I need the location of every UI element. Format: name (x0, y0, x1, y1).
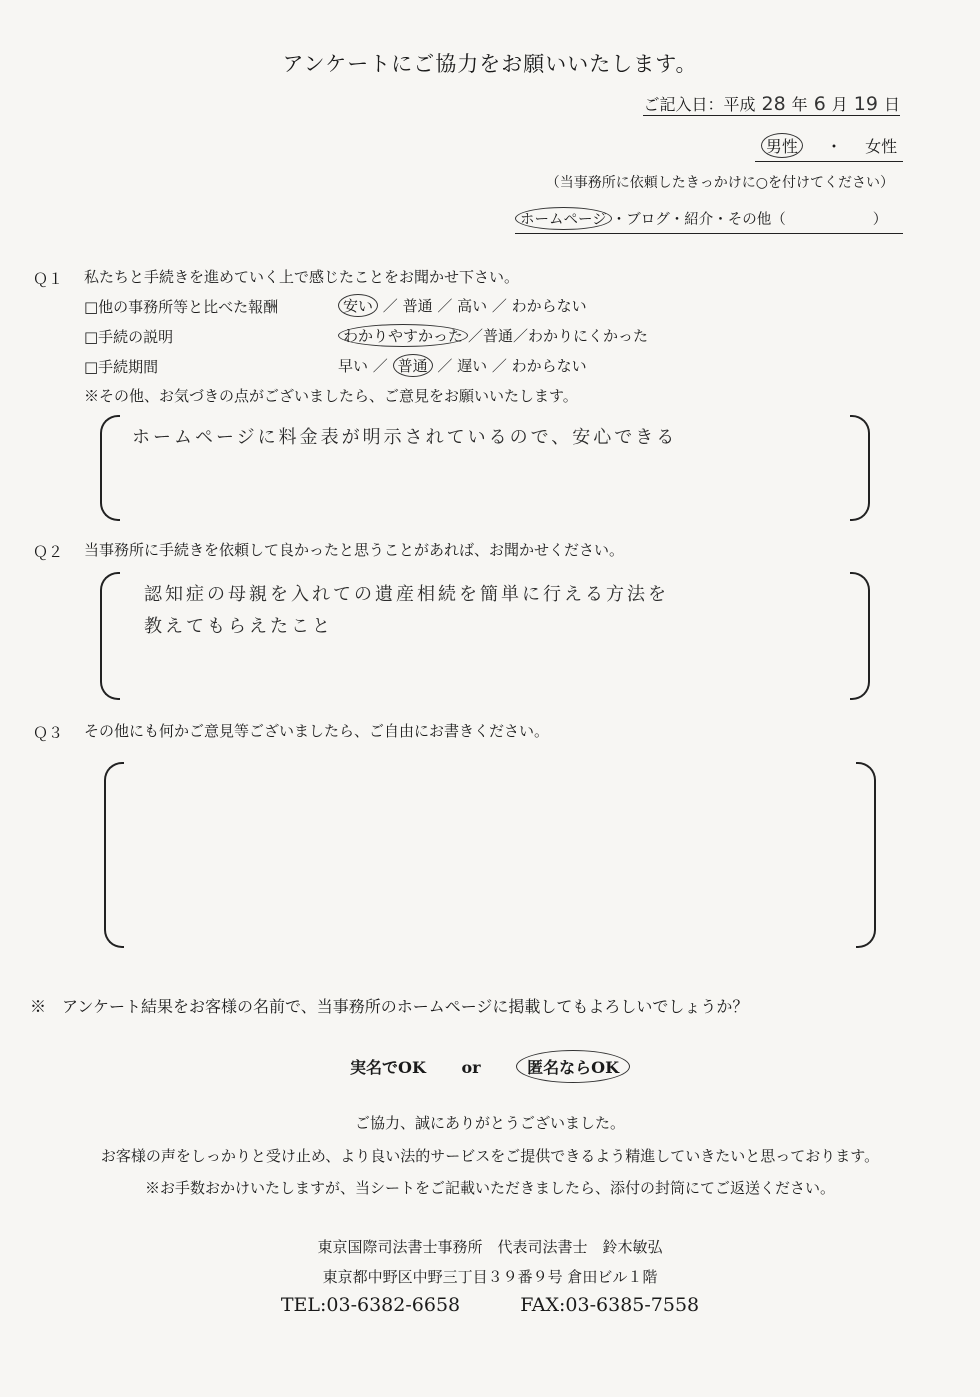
office-contact (0, 1294, 980, 1316)
q3-box-left-bracket (104, 762, 124, 948)
q1-explanation-options (338, 324, 648, 347)
office-tel: TEL:03-6382-6658 (280, 1294, 461, 1316)
trigger-other-options[interactable]: ・ブログ・紹介・その他（ ） (611, 212, 888, 228)
trigger-homepage-option[interactable]: ホームページ (515, 207, 612, 230)
gender-separator: ・ (825, 137, 842, 156)
q1-box-right-bracket (850, 415, 870, 521)
day-unit: 日 (883, 95, 900, 114)
entry-date (643, 92, 900, 116)
publish-option-real-name[interactable]: 実名でOK (350, 1058, 426, 1077)
publish-option-anonymous[interactable]: 匿名ならOK (516, 1050, 630, 1083)
publish-question: ※ アンケート結果をお客様の名前で、当事務所のホームページに掲載してもよろしいでしょうか？ (30, 997, 749, 1016)
q3-box-right-bracket (856, 762, 876, 948)
q2-answer-line1: 認知症の母親を入れての遺産相続を簡単に行える方法を (144, 584, 669, 605)
gender-male-option[interactable]: 男性 (761, 133, 803, 158)
gender-female-option[interactable]: 女性 (865, 137, 898, 156)
date-label: ご記入日：平成 (643, 95, 756, 114)
q1-answer-text: ホームページに料金表が明示されているので、安心できる (132, 427, 678, 448)
date-month[interactable]: 6 (813, 93, 826, 115)
explanation-options-rest[interactable]: ／普通／わかりにくかった (468, 327, 649, 345)
q1-fee-options (338, 294, 587, 317)
return-instruction: ※お手数おかけいたしますが、当シートをご記載いただきましたら、添付の封筒にてご返送ください。 (144, 1179, 835, 1197)
date-day[interactable]: 19 (853, 93, 878, 115)
q1-item-period[interactable]: □手続期間 (84, 358, 159, 376)
q2-question: 当事務所に手続きを依頼して良かったと思うことがあれば、お聞かせください。 (84, 541, 625, 559)
gender-select (755, 133, 903, 162)
q2-answer-line2: 教えてもらえたこと (144, 616, 333, 637)
q1-answer-box[interactable] (100, 415, 870, 521)
period-option-normal[interactable]: 普通 (393, 354, 433, 377)
fee-options-rest[interactable]: ／ 普通 ／ 高い ／ わからない (382, 297, 587, 315)
q2-answer-box[interactable] (100, 572, 870, 700)
commitment-message: お客様の声をしっかりと受け止め、より良い法的サービスをご提供できるよう精進していきたいと思っております。 (100, 1147, 880, 1165)
publish-or: or (461, 1058, 481, 1077)
publish-options (0, 1050, 980, 1083)
explanation-option-clear[interactable]: わかりやすかった (338, 324, 468, 347)
q1-box-left-bracket (100, 415, 120, 521)
office-fax: FAX:03-6385-7558 (520, 1294, 700, 1316)
q2-label: Ｑ２ (33, 543, 64, 561)
period-options-rest[interactable]: ／ 遅い ／ わからない (437, 357, 587, 375)
date-year[interactable]: 28 (761, 93, 786, 115)
office-name: 東京国際司法書士事務所 代表司法書士 鈴木敏弘 (317, 1238, 663, 1256)
q1-label: Ｑ１ (33, 270, 64, 288)
survey-title: アンケートにご協力をお願いいたします。 (282, 52, 698, 76)
trigger-instruction: （当事務所に依頼したきっかけに○を付けてください） (545, 175, 894, 191)
period-option-fast[interactable]: 早い ／ (338, 357, 388, 375)
q3-answer-box[interactable] (104, 762, 876, 948)
thanks-message: ご協力、誠にありがとうございました。 (354, 1114, 625, 1132)
year-unit: 年 (791, 95, 808, 114)
q1-item-explanation[interactable]: □手続の説明 (84, 328, 174, 346)
trigger-select (515, 207, 903, 234)
q3-question: その他にも何かご意見等ございましたら、ご自由にお書きください。 (84, 722, 550, 740)
q1-period-options (338, 354, 587, 377)
office-address: 東京都中野区中野三丁目３９番９号 倉田ビル１階 (322, 1268, 658, 1286)
q2-box-left-bracket (100, 572, 120, 700)
month-unit: 月 (831, 95, 848, 114)
q2-box-right-bracket (850, 572, 870, 700)
q1-note: ※その他、お気づきの点がございましたら、ご意見をお願いいたします。 (84, 387, 578, 405)
q1-question: 私たちと手続きを進めていく上で感じたことをお聞かせ下さい。 (84, 268, 520, 286)
q1-item-fee[interactable]: □他の事務所等と比べた報酬 (84, 298, 279, 316)
q3-label: Ｑ３ (33, 724, 64, 742)
fee-option-cheap[interactable]: 安い (338, 294, 378, 317)
